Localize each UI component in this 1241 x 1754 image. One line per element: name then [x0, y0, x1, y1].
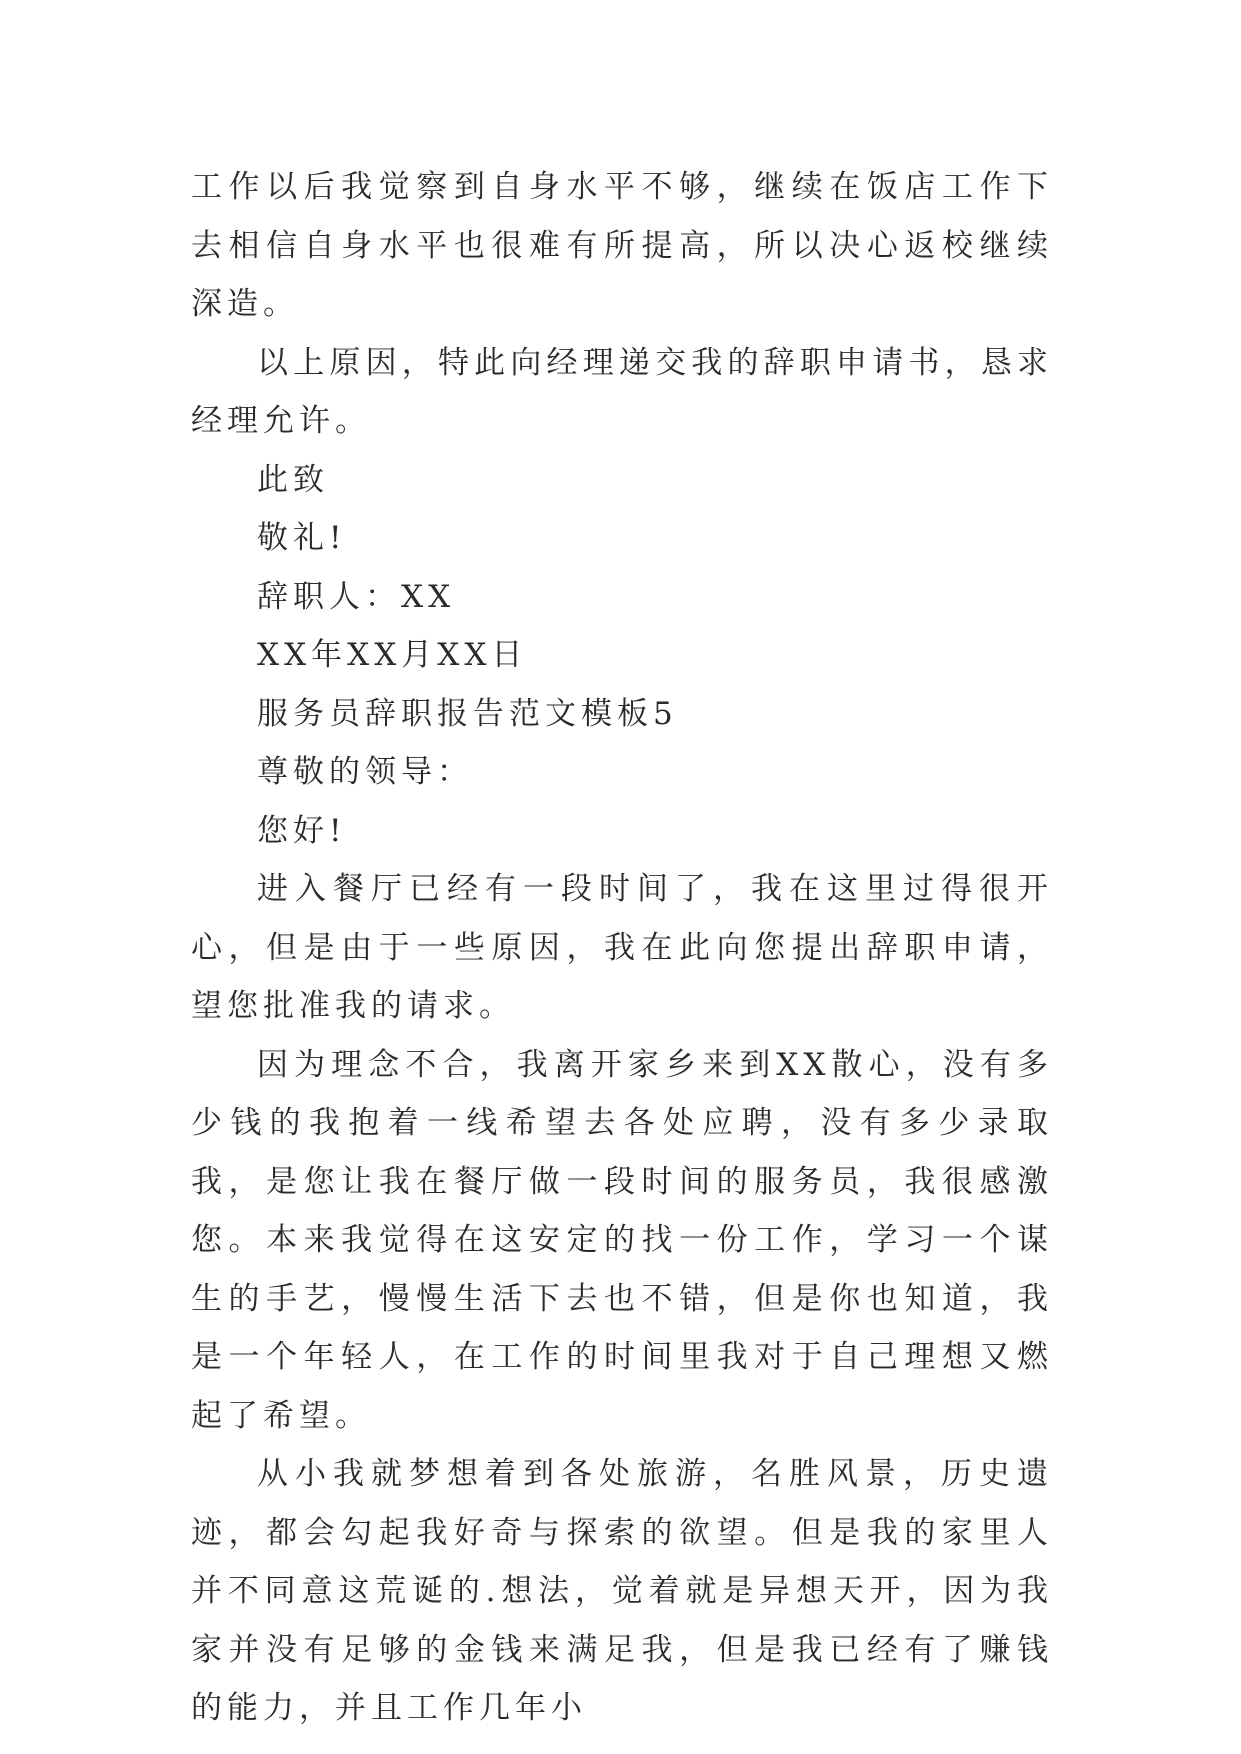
body-paragraph-3: 从小我就梦想着到各处旅游，名胜风景，历史遗迹，都会勾起我好奇与探索的欲望。但是我的家里人并不同意这荒诞的.想法，觉着就是异想天开，因为我家并没有足够的金钱来满足我，但是我已经有了赚钱的能力，并且工作几年小: [191, 1456, 1053, 1726]
closing-respect: 敬礼!: [257, 520, 347, 556]
body-paragraph-1: 进入餐厅已经有一段时间了，我在这里过得很开心，但是由于一些原因，我在此向您提出辞职申请，望您批准我的请求。: [191, 871, 1053, 1024]
paragraph-continuation: 工作以后我觉察到自身水平不够，继续在饭店工作下去相信自身水平也很难有所提高，所以决心返校继续深造。: [191, 169, 1053, 322]
date-line: XX年XX月XX日: [257, 637, 528, 673]
section-title: 服务员辞职报告范文模板5: [257, 695, 678, 732]
paragraph-resignation-request: 以上原因，特此向经理递交我的辞职申请书，恳求经理允许。: [191, 344, 1053, 439]
body-paragraph-2: 因为理念不合，我离开家乡来到XX散心，没有多少钱的我抱着一线希望去各处应聘，没有多少录取我，是您让我在餐厅做一段时间的服务员，我很感激您。本来我觉得在这安定的找一份工作，学习一个谋生的手艺，慢慢生活下去也不错，但是你也知道，我是一个年轻人，在工作的时间里我对于自己理想又燃起了希望。: [191, 1046, 1053, 1434]
greeting-hello: 您好!: [257, 812, 347, 849]
document-body: [191, 158, 1053, 1738]
signer-line: 辞职人：XX: [257, 578, 456, 615]
greeting-addressee: 尊敬的领导：: [257, 754, 473, 790]
closing-salutation: 此致: [257, 461, 329, 498]
